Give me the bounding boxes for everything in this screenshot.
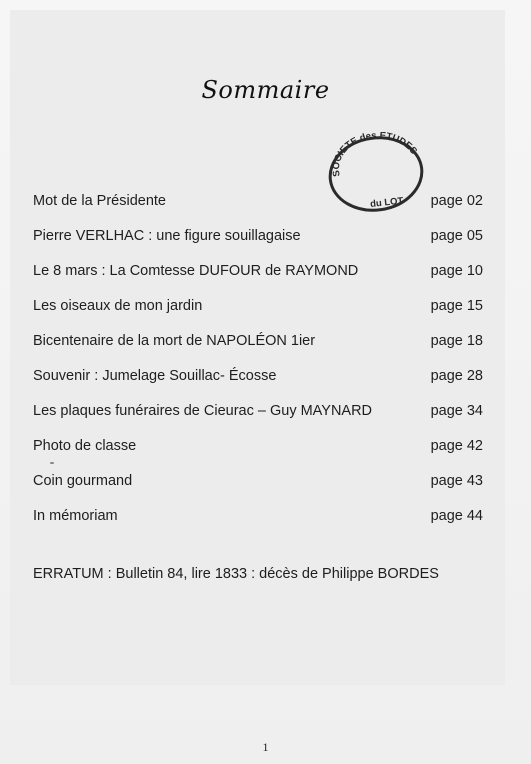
toc-entry-page: page 28 — [430, 368, 483, 384]
toc-entry — [33, 366, 483, 401]
toc-entry-page: page 18 — [430, 333, 483, 349]
toc-entry — [33, 436, 483, 471]
page-title: Sommaire — [201, 76, 330, 104]
svg-text:SOCIETE des ETUDES — [331, 132, 419, 177]
toc-entry — [33, 471, 483, 506]
page-number: 1 — [262, 740, 269, 754]
toc-entry-title: Coin gourmand — [33, 473, 133, 489]
toc-entry — [33, 261, 483, 296]
toc-entry-page: page 05 — [430, 228, 483, 244]
toc-entry-page: page 02 — [430, 193, 483, 209]
toc-entry — [33, 506, 483, 541]
toc-entry-page: page 10 — [430, 263, 483, 279]
scan-speck — [50, 462, 54, 464]
toc-entry-page: page 34 — [430, 403, 483, 419]
toc-entry-title: Bicentenaire de la mort de NAPOLÉON 1ier — [33, 333, 316, 349]
toc-entry-title: Souvenir : Jumelage Souillac- Écosse — [33, 368, 277, 384]
table-of-contents — [33, 191, 483, 541]
toc-entry-title: Le 8 mars : La Comtesse DUFOUR de RAYMOND — [33, 263, 359, 279]
toc-entry-title: Les oiseaux de mon jardin — [33, 298, 203, 314]
toc-entry-title: Pierre VERLHAC : une figure souillagaise — [33, 228, 301, 244]
stamp-bottom-text: du LOT — [369, 195, 404, 211]
toc-entry — [33, 191, 483, 226]
toc-entry — [33, 296, 483, 331]
toc-entry-page: page 42 — [430, 438, 483, 454]
toc-entry-title: Mot de la Présidente — [33, 193, 166, 209]
toc-entry-title: Les plaques funéraires de Cieurac – Guy MAYNARD — [33, 403, 373, 419]
toc-entry — [33, 331, 483, 366]
toc-entry-page: page 15 — [430, 298, 483, 314]
toc-entry-title: Photo de classe — [33, 438, 137, 454]
erratum-note: ERRATUM : Bulletin 84, lire 1833 : décès de Philippe BORDES — [33, 566, 439, 582]
toc-entry-title: In mémoriam — [33, 508, 118, 524]
stamp-top-text: SOCIETE des ETUDES — [330, 132, 420, 178]
toc-entry — [33, 226, 483, 261]
toc-entry — [33, 401, 483, 436]
toc-entry-page: page 43 — [430, 473, 483, 489]
toc-entry-page: page 44 — [430, 508, 483, 524]
